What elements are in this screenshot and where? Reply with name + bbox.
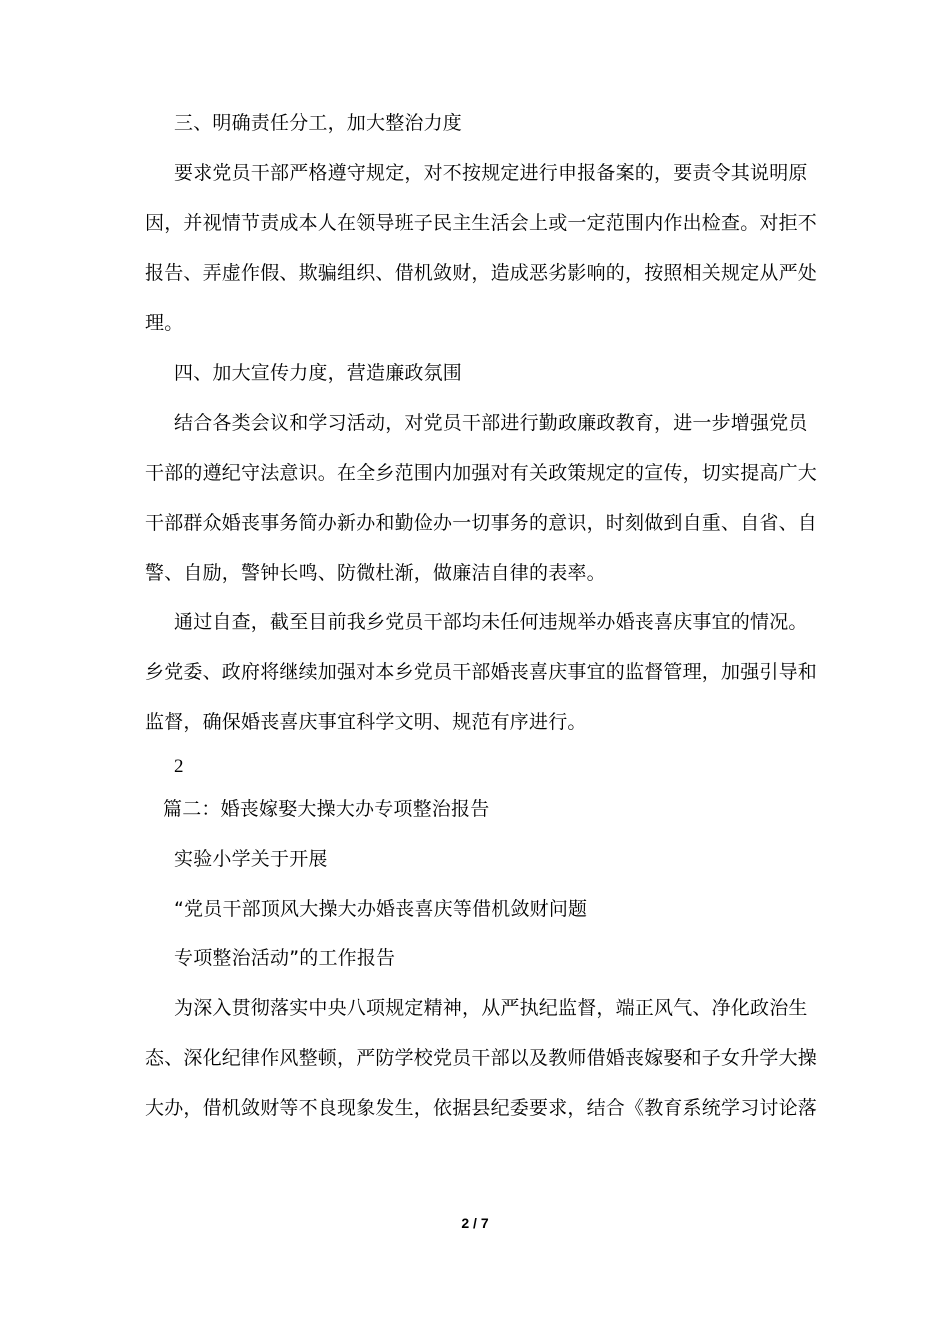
paragraph-line: 监督，确保婚丧喜庆事宜科学文明、规范有序进行。 xyxy=(145,711,587,733)
part-two-title: 篇二：婚丧嫁娶大操大办专项整治报告 xyxy=(163,798,490,820)
paragraph-line: 干部的遵纪守法意识。在全乡范围内加强对有关政策规定的宣传，切实提高广大 xyxy=(145,462,818,484)
paragraph-line: 理。 xyxy=(145,312,184,334)
paragraph-line: 通过自查，截至目前我乡党员干部均未任何违规举办婚丧喜庆事宜的情况。 xyxy=(174,611,808,633)
paragraph-line: 干部群众婚丧事务简办新办和勤俭办一切事务的意识，时刻做到自重、自省、自 xyxy=(145,512,818,534)
paragraph-line: 态、深化纪律作风整顿，严防学校党员干部以及教师借婚丧嫁娶和子女升学大操 xyxy=(145,1047,818,1069)
paragraph-line: 结合各类会议和学习活动，对党员干部进行勤政廉政教育，进一步增强党员 xyxy=(174,412,808,434)
paragraph-line: 乡党委、政府将继续加强对本乡党员干部婚丧喜庆事宜的监督管理，加强引导和 xyxy=(145,661,818,683)
page-indicator: 2 / 7 xyxy=(461,1215,489,1231)
paragraph-line: 为深入贯彻落实中央八项规定精神，从严执纪监督，端正风气、净化政治生 xyxy=(174,997,808,1019)
section-heading-4: 四、加大宣传力度，营造廉政氛围 xyxy=(174,362,463,384)
report-subtitle-line: 专项整治活动”的工作报告 xyxy=(174,947,396,969)
paragraph-line: 要求党员干部严格遵守规定，对不按规定进行申报备案的，要责令其说明原 xyxy=(174,162,808,184)
paragraph-line: 因，并视情节责成本人在领导班子民主生活会上或一定范围内作出检查。对拒不 xyxy=(145,212,818,234)
report-subtitle-line: 实验小学关于开展 xyxy=(174,848,328,870)
inline-page-number: 2 xyxy=(174,756,184,777)
paragraph-line: 警、自励，警钟长鸣、防微杜渐，做廉洁自律的表率。 xyxy=(145,562,606,584)
paragraph-line: 大办，借机敛财等不良现象发生，依据县纪委要求，结合《教育系统学习讨论落 xyxy=(145,1097,818,1119)
section-heading-3: 三、明确责任分工，加大整治力度 xyxy=(174,112,463,134)
paragraph-line: 报告、弄虚作假、欺骗组织、借机敛财，造成恶劣影响的，按照相关规定从严处 xyxy=(145,262,818,284)
report-subtitle-line: “党员干部顶风大操大办婚丧喜庆等借机敛财问题 xyxy=(174,898,588,920)
